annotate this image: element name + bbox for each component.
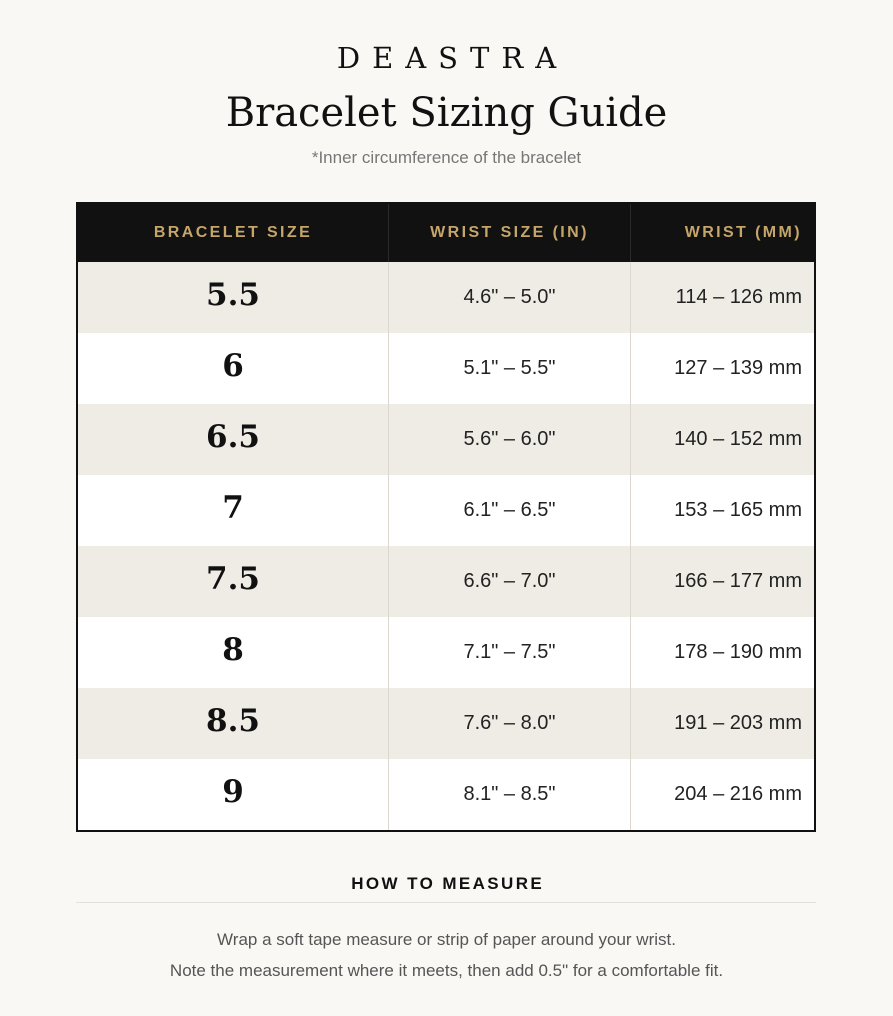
bracelet-size-cell: 6 <box>222 347 244 384</box>
bracelet-size-cell: 9 <box>222 773 244 810</box>
column-header-wrist-size-in: WRIST SIZE (IN) <box>388 204 630 262</box>
bracelet-size-cell: 7.5 <box>206 560 260 597</box>
table-header-row <box>78 204 814 262</box>
table-row <box>78 759 814 830</box>
table-row <box>78 262 814 333</box>
page-title: Bracelet Sizing Guide <box>225 90 668 136</box>
page-subtitle: *Inner circumference of the bracelet <box>311 148 582 167</box>
wrist-mm-cell: 166 – 177 mm <box>630 546 814 617</box>
table-row <box>78 404 814 475</box>
table-row <box>78 617 814 688</box>
section-divider <box>76 902 816 903</box>
how-to-measure-heading: HOW TO MEASURE <box>351 874 545 893</box>
wrist-mm-cell: 191 – 203 mm <box>630 688 814 759</box>
bracelet-size-cell: 6.5 <box>206 418 260 455</box>
bracelet-size-cell: 7 <box>222 489 244 526</box>
wrist-inches-cell: 7.1" – 7.5" <box>388 617 630 688</box>
bracelet-size-cell: 8 <box>222 631 244 668</box>
column-header-wrist-mm: WRIST (MM) <box>630 204 814 262</box>
table-row <box>78 546 814 617</box>
wrist-inches-cell: 5.6" – 6.0" <box>388 404 630 475</box>
wrist-mm-cell: 114 – 126 mm <box>630 262 814 333</box>
column-header-bracelet-size: BRACELET SIZE <box>153 224 313 241</box>
wrist-mm-cell: 178 – 190 mm <box>630 617 814 688</box>
wrist-inches-cell: 6.1" – 6.5" <box>388 475 630 546</box>
wrist-inches-cell: 4.6" – 5.0" <box>388 262 630 333</box>
table-row <box>78 475 814 546</box>
table-row <box>78 688 814 759</box>
wrist-inches-cell: 6.6" – 7.0" <box>388 546 630 617</box>
wrist-mm-cell: 140 – 152 mm <box>630 404 814 475</box>
bracelet-size-cell: 8.5 <box>206 702 260 739</box>
wrist-inches-cell: 8.1" – 8.5" <box>388 759 630 830</box>
wrist-inches-cell: 7.6" – 8.0" <box>388 688 630 759</box>
wrist-mm-cell: 204 – 216 mm <box>630 759 814 830</box>
wrist-inches-cell: 5.1" – 5.5" <box>388 333 630 404</box>
wrist-mm-cell: 127 – 139 mm <box>630 333 814 404</box>
brand-logo-text: DEASTRA <box>336 41 569 75</box>
sizing-table <box>76 202 816 832</box>
bracelet-size-cell: 5.5 <box>206 276 260 313</box>
table-row <box>78 333 814 404</box>
wrist-mm-cell: 153 – 165 mm <box>630 475 814 546</box>
measure-instruction-line: Note the measurement where it meets, then add 0.5" for a comfortable fit. <box>169 961 724 980</box>
measure-instruction-line: Wrap a soft tape measure or strip of paper around your wrist. <box>217 930 676 949</box>
